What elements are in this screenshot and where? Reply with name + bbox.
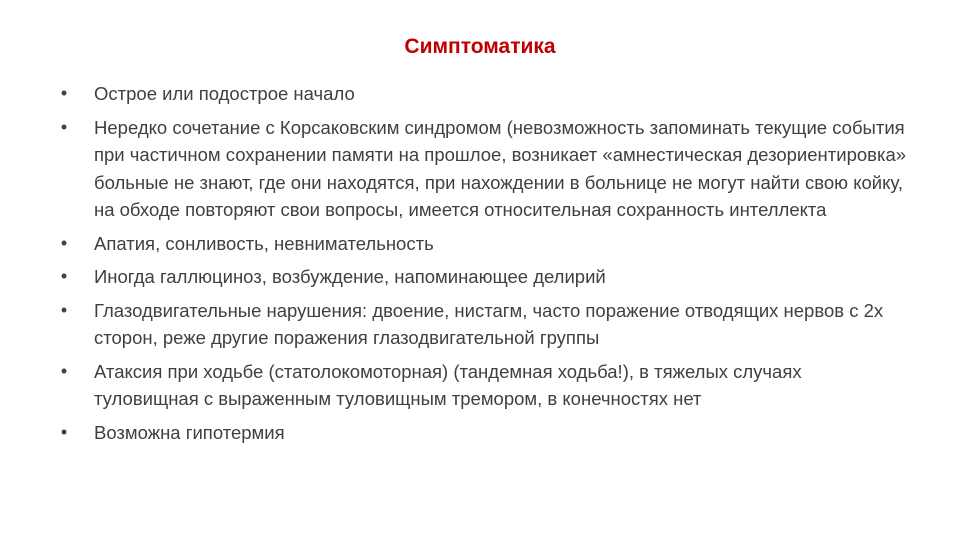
bullet-icon: • [60,421,68,442]
bullet-text: Апатия, сонливость, невнимательность [94,232,434,254]
bullet-item-2 [58,114,908,224]
bullet-text: Глазодвигательные нарушения: двоение, нистагм, часто поражение отводящих нервов с 2х сторон, реже другие поражения глазодвигательной группы [94,299,884,348]
bullet-text: Иногда галлюциноз, возбуждение, напоминающее делирий [94,266,606,287]
bullet-item-4 [58,263,908,291]
bullet-icon: • [60,360,68,381]
bullet-item-6 [58,358,908,413]
bullet-icon: • [60,83,68,103]
bullet-item-1 [58,80,908,108]
bullet-icon: • [60,299,68,320]
bullet-text: Нередко сочетание с Корсаковским синдромом (невозможность запоминать текущие события при частичном сохранении памяти на прошлое, возникает «амнестическая дезориентировка» больные не знают, где они находятся, при нахождении в больнице не могут найти свою койку, на обходе повторяют свои вопросы, имеется относительная сохранность интеллекта [94,116,907,220]
bullet-text: Возможна гипотермия [94,421,285,443]
bullet-text: Острое или подострое начало [94,83,355,104]
bullet-item-5 [58,297,908,352]
slide-title: Симптоматика [404,35,556,58]
bullet-item-7 [58,419,908,447]
bullet-text: Атаксия при ходьбе (статолокомоторная) (тандемная ходьба!), в тяжелых случаях туловищная с выраженным туловищным тремором, в конечностях нет [94,360,802,409]
bullet-icon: • [60,116,68,137]
bullet-item-3 [58,230,908,258]
bullet-icon: • [60,266,68,286]
bullet-icon: • [60,232,68,253]
bullet-list [58,80,908,452]
